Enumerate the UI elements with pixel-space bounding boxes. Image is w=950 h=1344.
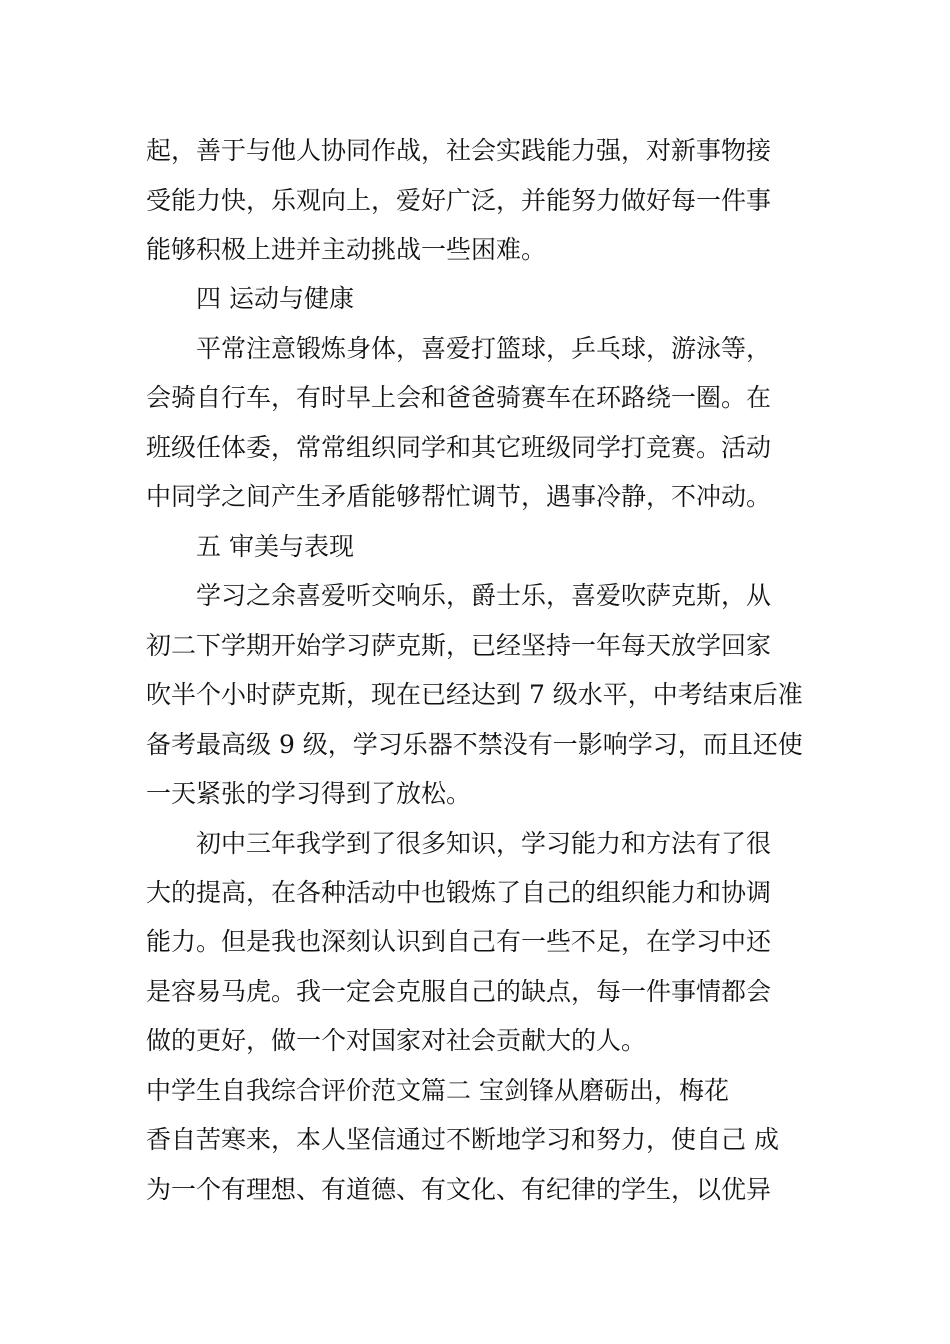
text-line: 能够积极上进并主动挑战一些困难。 bbox=[146, 235, 547, 264]
text-line: 起，善于与他人协同作战，社会实践能力强，对新事物接 bbox=[146, 136, 772, 165]
text-line: 做的更好，做一个对国家对社会贡献大的人。 bbox=[146, 1026, 647, 1055]
text-line: 受能力快，乐观向上，爱好广泛，并能努力做好每一件事 bbox=[146, 186, 772, 215]
text-line: 初二下学期开始学习萨克斯，已经坚持一年每天放学回家 bbox=[146, 631, 772, 660]
text-line: 平常注意锻炼身体，喜爱打篮球，乒乓球，游泳等， bbox=[196, 334, 772, 363]
section-title-line: 中学生自我综合评价范文篇二 宝剑锋从磨砺出，梅花 bbox=[146, 1076, 729, 1105]
text-line: 为一个有理想、有道德、有文化、有纪律的学生，以优异 bbox=[146, 1175, 772, 1204]
text-line: 一天紧张的学习得到了放松。 bbox=[146, 779, 472, 808]
text-line: 班级任体委，常常组织同学和其它班级同学打竞赛。活动 bbox=[146, 433, 772, 462]
text-line: 会骑自行车，有时早上会和爸爸骑赛车在环路绕一圈。在 bbox=[146, 383, 772, 412]
text-line: 香自苦寒来，本人坚信通过不断地学习和努力，使自己 成 bbox=[146, 1125, 779, 1154]
text-line: 初中三年我学到了很多知识，学习能力和方法有了很 bbox=[196, 829, 772, 858]
text-line: 中同学之间产生矛盾能够帮忙调节，遇事冷静，不冲动。 bbox=[146, 482, 772, 511]
text-line: 是容易马虎。我一定会克服自己的缺点，每一件事情都会 bbox=[146, 977, 772, 1006]
text-line: 大的提高，在各种活动中也锻炼了自己的组织能力和协调 bbox=[146, 878, 772, 907]
section-heading: 五 审美与表现 bbox=[196, 532, 354, 561]
text-line: 吹半个小时萨克斯，现在已经达到 7 级水平，中考结束后准 bbox=[146, 680, 803, 709]
text-line: 学习之余喜爱听交响乐，爵士乐，喜爱吹萨克斯，从 bbox=[196, 581, 772, 610]
text-line: 备考最高级 9 级，学习乐器不禁没有一影响学习，而且还使 bbox=[146, 730, 803, 759]
text-line: 能力。但是我也深刻认识到自己有一些不足，在学习中还 bbox=[146, 927, 772, 956]
section-heading: 四 运动与健康 bbox=[196, 284, 354, 313]
